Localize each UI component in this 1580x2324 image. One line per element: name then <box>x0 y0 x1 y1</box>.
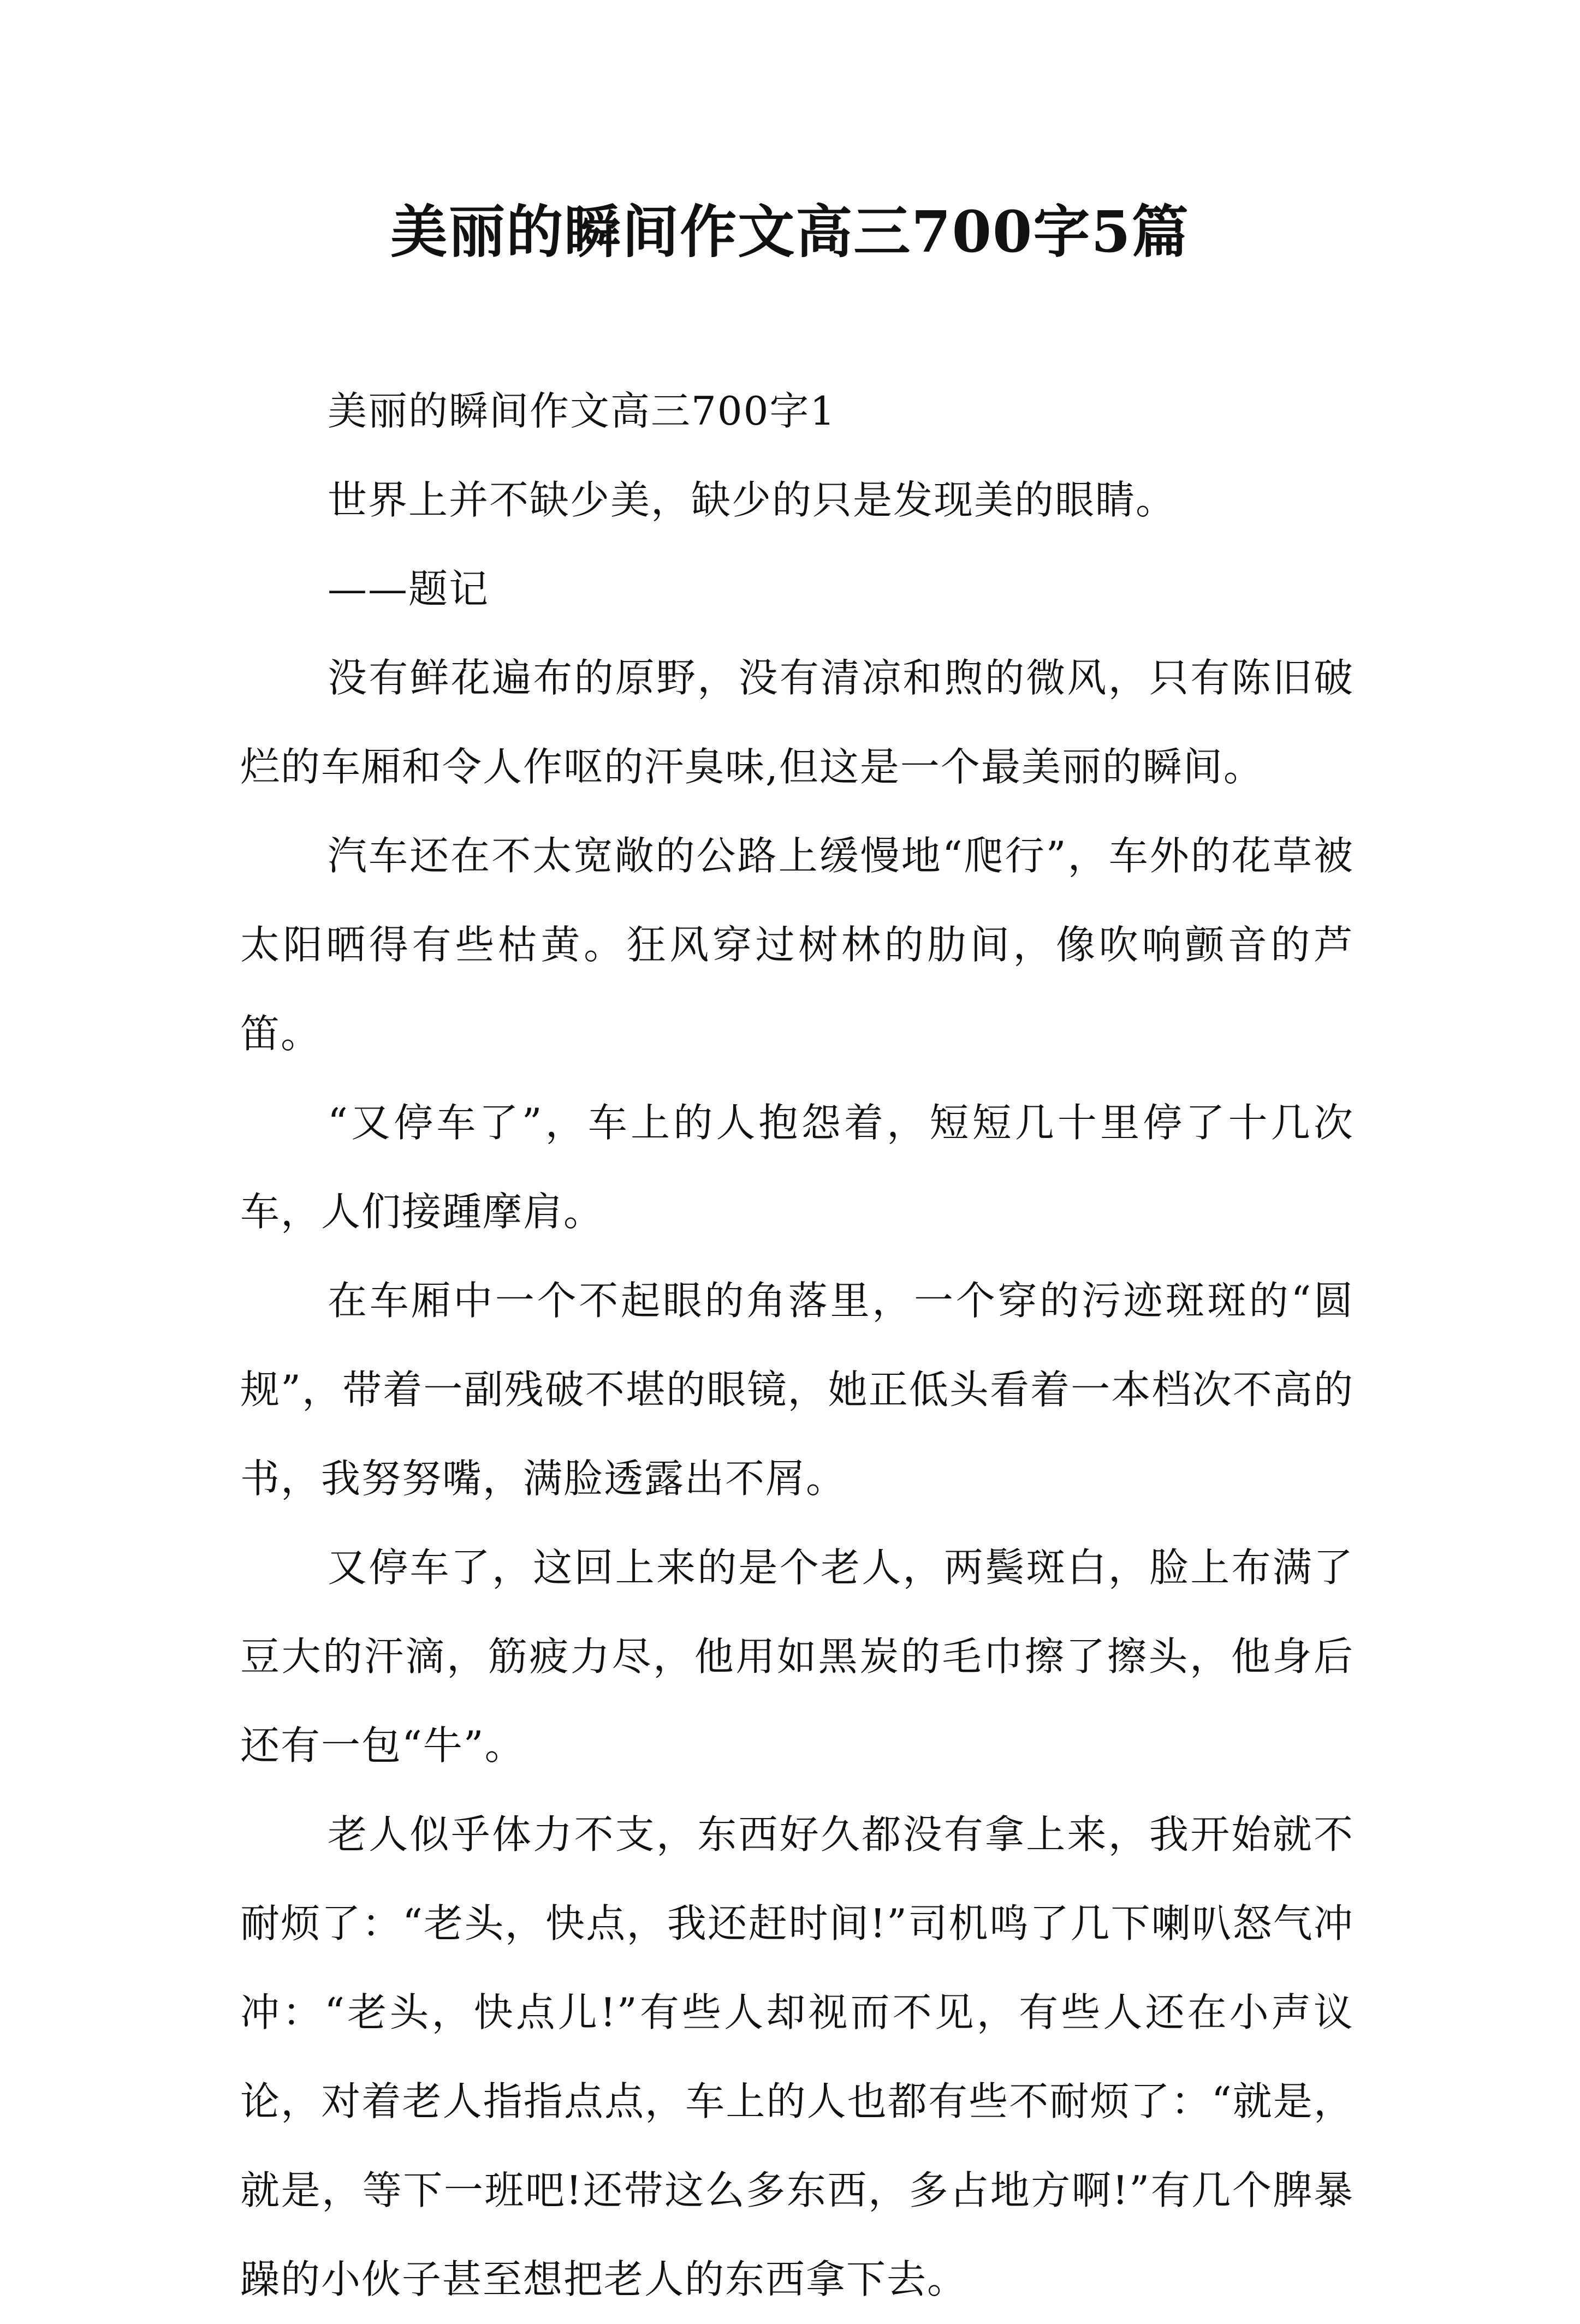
paragraph: 没有鲜花遍布的原野，没有清凉和煦的微风，只有陈旧破烂的车厢和令人作呕的汗臭味,但这是一个最美丽的瞬间。 <box>240 655 1354 790</box>
paragraph-epigraph: 世界上并不缺少美，缺少的只是发现美的眼睛。 <box>328 477 1177 523</box>
paragraph: 汽车还在不太宽敞的公路上缓慢地“爬行”，车外的花草被太阳晒得有些枯黄。狂风穿过树林的肋间，像吹响颤音的芦笛。 <box>240 833 1354 1057</box>
document-body <box>240 367 1354 2324</box>
paragraph-epigraph-attribution: ——题记 <box>328 566 490 612</box>
paragraph: 老人似乎体力不支，东西好久都没有拿上来，我开始就不耐烦了：“老头，快点，我还赶时间!”司机鸣了几下喇叭怒气冲冲：“老头，快点儿!”有些人却视而不见，有些人还在小声议论，对着老人指指点点，车上的人也都有些不耐烦了：“就是，就是，等下一班吧!还带这么多东西，多占地方啊!”有几个脾暴躁的小伙子甚至想把老人的东西拿下去。 <box>240 1811 1354 2302</box>
paragraph: “又停车了”，车上的人抱怨着，短短几十里停了十几次车，人们接踵摩肩。 <box>240 1100 1354 1235</box>
paragraph-section-heading: 美丽的瞬间作文高三700字1 <box>328 388 836 434</box>
document-title: 美丽的瞬间作文高三700字5篇 <box>390 198 1190 265</box>
paragraph: 又停车了，这回上来的是个老人，两鬓斑白，脸上布满了豆大的汗滴，筋疲力尽，他用如黑炭的毛巾擦了擦头，他身后还有一包“牛”。 <box>240 1545 1354 1768</box>
paragraph: 在车厢中一个不起眼的角落里，一个穿的污迹斑斑的“圆规”，带着一副残破不堪的眼镜，她正低头看着一本档次不高的书，我努努嘴，满脸透露出不屑。 <box>240 1278 1354 1501</box>
